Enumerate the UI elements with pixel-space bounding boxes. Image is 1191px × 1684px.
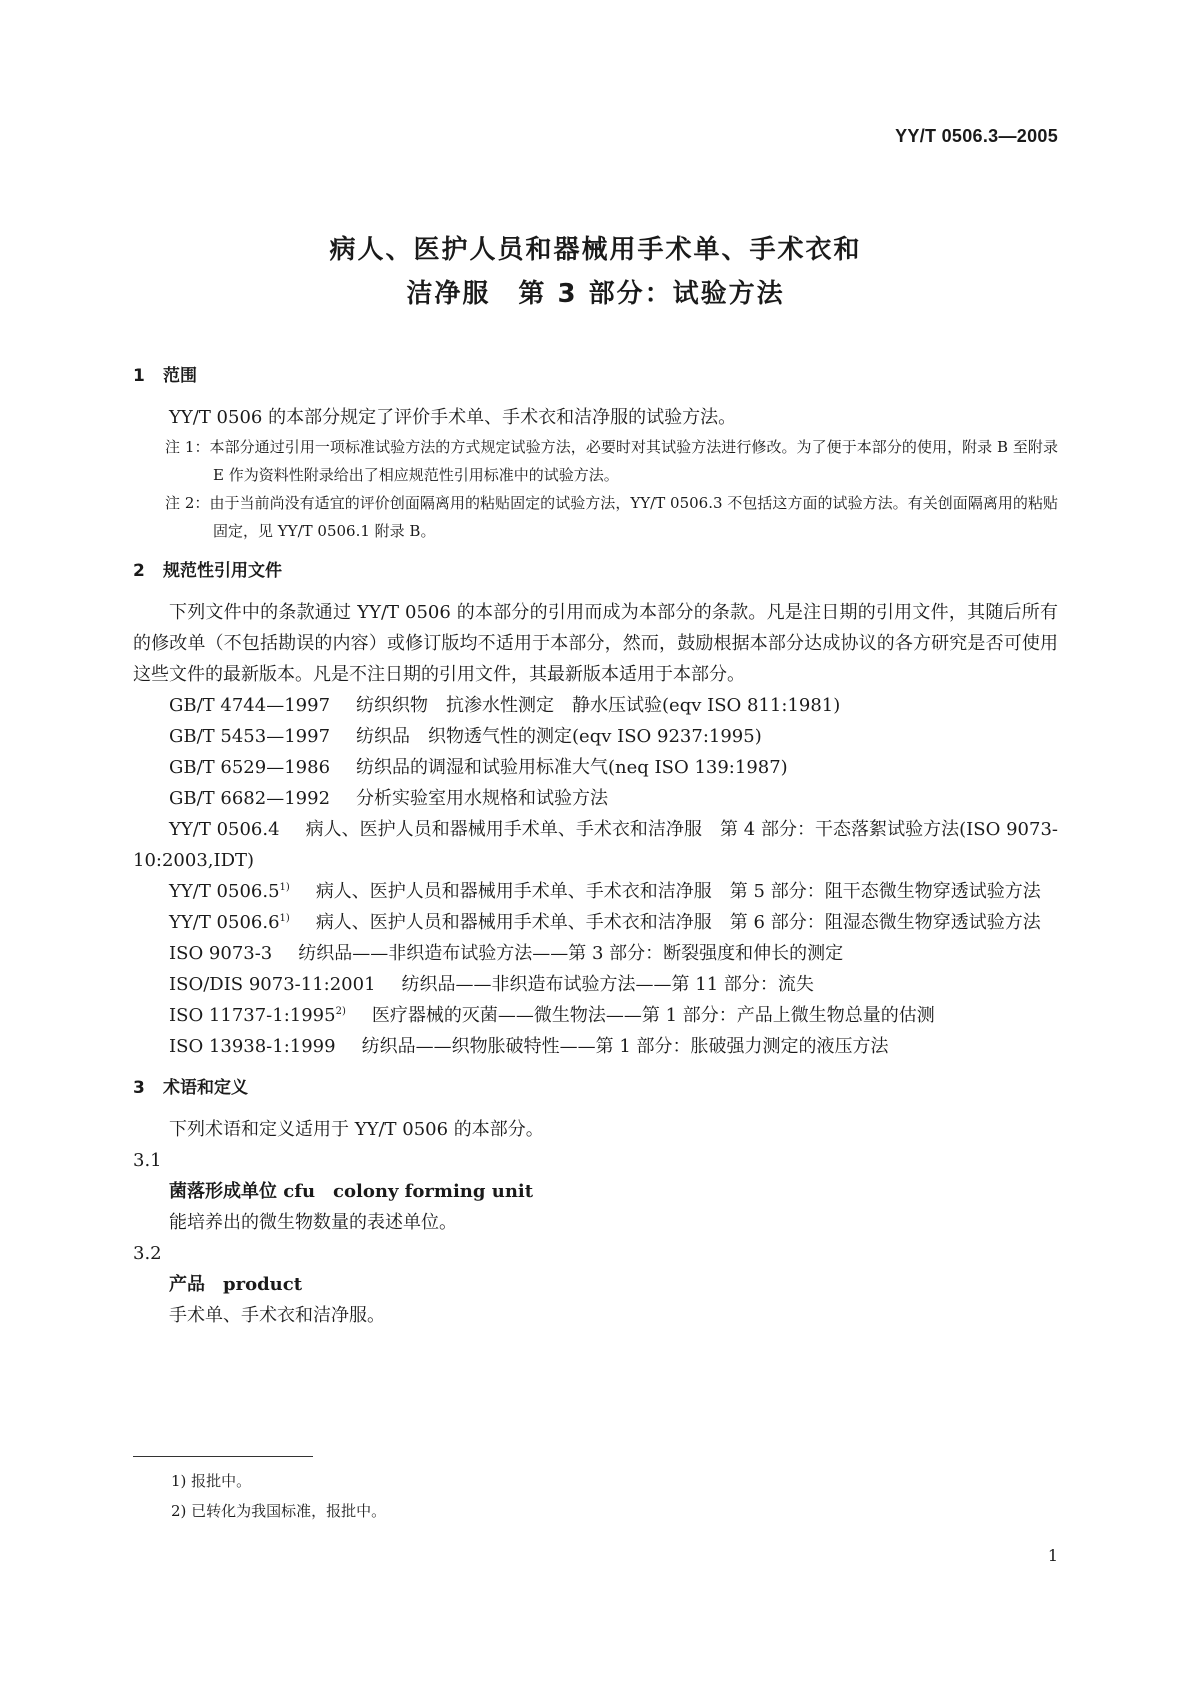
footnote: 1) 报批中。 [171, 1472, 252, 1490]
reference-item [133, 690, 1058, 721]
reference-item [133, 938, 1058, 969]
reference-code: ISO 11737-1:1995 [169, 1005, 336, 1026]
reference-code: ISO/DIS 9073-11:2001 [169, 974, 376, 995]
section-number: 2 [133, 561, 145, 581]
reference-item [133, 721, 1058, 752]
section-3-heading [133, 1074, 1058, 1102]
section-title: 规范性引用文件 [163, 561, 282, 581]
term-name: 产品 product [169, 1274, 303, 1295]
document-title [0, 228, 1191, 316]
reference-code: YY/T 0506.5 [169, 881, 280, 902]
document-body [133, 362, 1058, 1331]
reference-code: GB/T 5453—1997 [169, 726, 331, 747]
footnote-divider [133, 1456, 313, 1457]
reference-item [133, 969, 1058, 1000]
note-1: 注 1：本部分通过引用一项标准试验方法的方式规定试验方法，必要时对其试验方法进行修改。为了便于本部分的使用，附录 B 至附录 E 作为资料性附录给出了相应规范性引用标准中的试验方法。 [165, 438, 1058, 484]
reference-title: 纺织品——非织造布试验方法——第 3 部分：断裂强度和伸长的测定 [298, 943, 844, 964]
reference-item [133, 1000, 1058, 1031]
reference-item [133, 1031, 1058, 1062]
section-2-heading [133, 557, 1058, 585]
section-number: 1 [133, 366, 145, 386]
reference-title: 病人、医护人员和器械用手术单、手术衣和洁净服 第 6 部分：阻湿态微生物穿透试验方法 [315, 912, 1041, 933]
clause-number: 3.2 [133, 1243, 162, 1264]
standard-code: YY/T 0506.3—2005 [895, 126, 1058, 146]
reference-title: 病人、医护人员和器械用手术单、手术衣和洁净服 第 5 部分：阻干态微生物穿透试验方法 [315, 881, 1041, 902]
reference-title: 纺织品的调湿和试验用标准大气(neq ISO 139:1987) [356, 757, 788, 778]
title-line-2: 洁净服 第 3 部分：试验方法 [406, 279, 785, 309]
clause-number: 3.1 [133, 1150, 162, 1171]
reference-code: GB/T 6682—1992 [169, 788, 331, 809]
note-2: 注 2：由于当前尚没有适宜的评价创面隔离用的粘贴固定的试验方法，YY/T 0506.3 不包括这方面的试验方法。有关创面隔离用的粘贴固定，见 YY/T 0506.1 附录 B。 [165, 494, 1058, 540]
reference-title: 病人、医护人员和器械用手术单、手术衣和洁净服 第 4 部分：干态落絮试验方法(ISO 9073-10:2003,IDT) [133, 819, 1058, 871]
reference-item [133, 783, 1058, 814]
reference-code: ISO 13938-1:1999 [169, 1036, 336, 1057]
footnote-marker: 1) [279, 882, 290, 893]
reference-item [133, 907, 1058, 938]
reference-title: 纺织织物 抗渗水性测定 静水压试验(eqv ISO 811:1981) [356, 695, 841, 716]
reference-title: 分析实验室用水规格和试验方法 [356, 788, 609, 809]
reference-title: 纺织品——织物胀破特性——第 1 部分：胀破强力测定的液压方法 [361, 1036, 889, 1057]
term-definition: 能培养出的微生物数量的表述单位。 [169, 1212, 457, 1233]
normative-references-paragraph: 下列文件中的条款通过 YY/T 0506 的本部分的引用而成为本部分的条款。凡是注日期的引用文件，其随后所有的修改单（不包括勘误的内容）或修订版均不适用于本部分，然而，鼓励根据本部分达成协议的各方研究是否可使用这些文件的最新版本。凡是不注日期的引用文件，其最新版本适用于本部分。 [133, 602, 1058, 685]
reference-item [133, 752, 1058, 783]
title-line-1: 病人、医护人员和器械用手术单、手术衣和 [329, 235, 862, 265]
reference-item [133, 814, 1058, 876]
reference-title: 纺织品 织物透气性的测定(eqv ISO 9237:1995) [356, 726, 762, 747]
page-number: 1 [1047, 1546, 1058, 1565]
scope-paragraph: YY/T 0506 的本部分规定了评价手术单、手术衣和洁净服的试验方法。 [169, 407, 737, 428]
reference-code: YY/T 0506.4 [169, 819, 280, 840]
footnotes [171, 1466, 386, 1526]
term-name: 菌落形成单位 cfu colony forming unit [169, 1181, 534, 1202]
footnote: 2) 已转化为我国标准，报批中。 [171, 1502, 387, 1520]
terms-paragraph: 下列术语和定义适用于 YY/T 0506 的本部分。 [169, 1119, 544, 1140]
section-title: 范围 [163, 366, 197, 386]
reference-code: GB/T 6529—1986 [169, 757, 331, 778]
reference-item [133, 876, 1058, 907]
section-number: 3 [133, 1078, 145, 1098]
term-definition: 手术单、手术衣和洁净服。 [169, 1305, 385, 1326]
reference-code: ISO 9073-3 [169, 943, 273, 964]
section-title: 术语和定义 [163, 1078, 248, 1098]
reference-title: 医疗器械的灭菌——微生物法——第 1 部分：产品上微生物总量的估测 [371, 1005, 935, 1026]
reference-title: 纺织品——非织造布试验方法——第 11 部分：流失 [401, 974, 814, 995]
footnote-marker: 2) [335, 1006, 346, 1017]
footnote-marker: 1) [279, 913, 290, 924]
reference-code: GB/T 4744—1997 [169, 695, 331, 716]
reference-code: YY/T 0506.6 [169, 912, 280, 933]
section-1-heading [133, 362, 1058, 390]
